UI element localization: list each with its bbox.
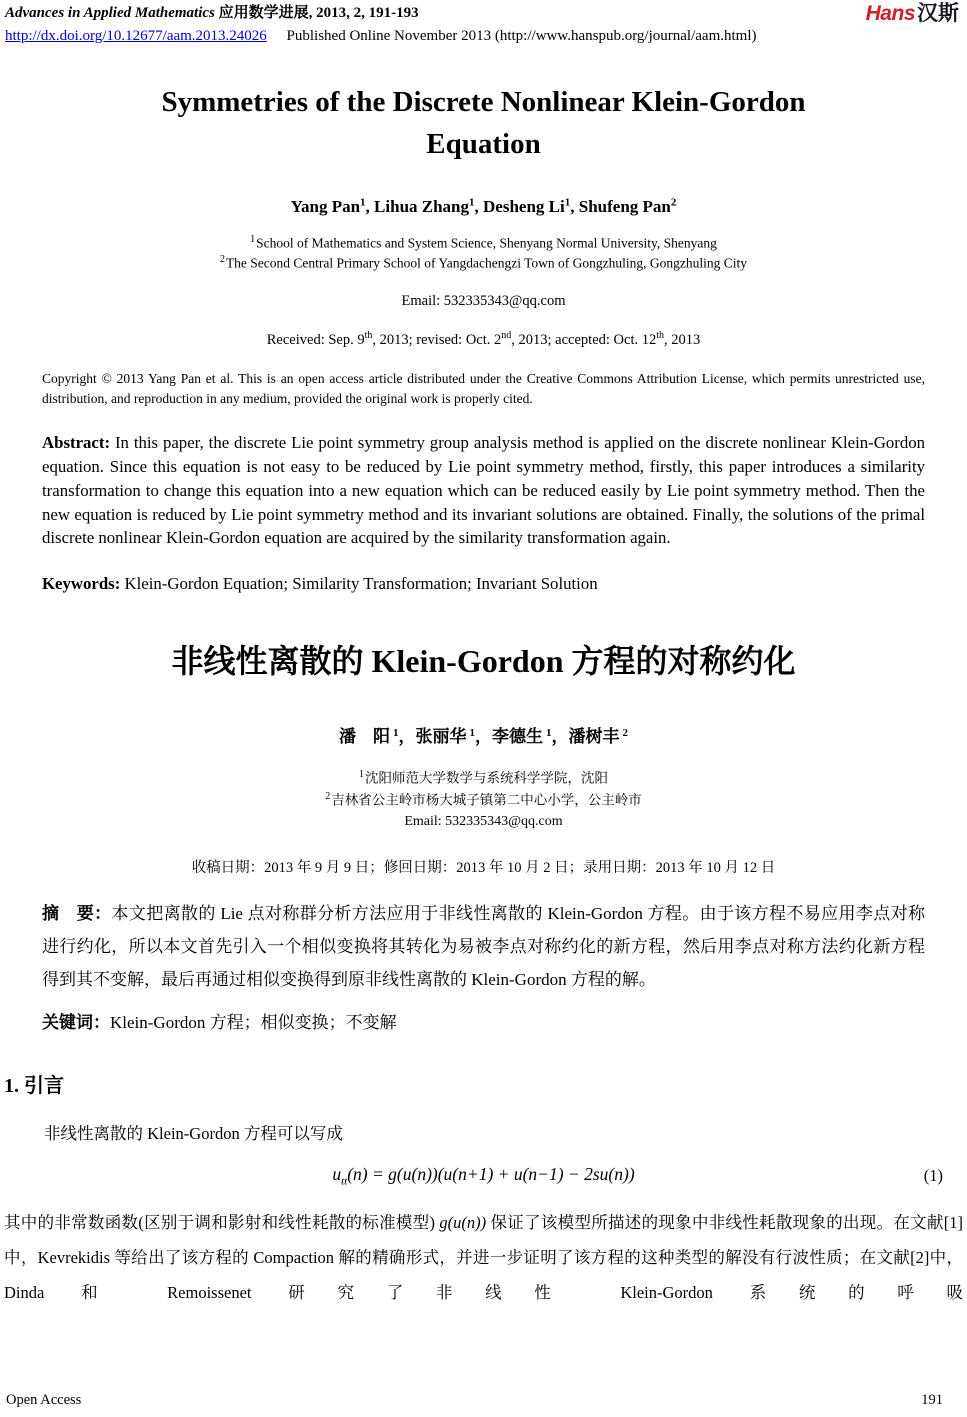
authors-en [0,197,967,218]
affiliation-en-2 [0,253,967,273]
author-en-separator: , [570,197,579,217]
section-1-body-paragraph [4,1206,963,1311]
author-en [579,197,677,216]
author-cn-affiliation-mark: 1 [393,726,399,739]
author-cn-separator: ， [551,727,569,747]
journal-header-top [5,4,959,24]
author-cn-separator: ， [398,727,416,747]
ordinal-suffix: th [656,329,664,341]
author-cn-name: 李德生 [492,727,543,747]
equation-1-number: (1) [923,1166,943,1186]
abstract-cn [42,897,925,996]
doi-link[interactable]: http://dx.doi.org/10.12677/aam.2013.24026 [5,28,267,44]
author-cn-name: 潘树丰 [568,727,620,747]
article-title-cn: 非线性离散的 Klein-Gordon 方程的对称约化 [171,643,796,680]
author-en-affiliation-mark: 1 [564,196,571,209]
author-cn-affiliation-mark: 1 [469,726,475,739]
author-cn-affiliation-mark: 1 [546,726,552,739]
ordinal-suffix: th [364,329,373,341]
received-text: Received: Sep. 9 [266,331,365,348]
keywords-cn-label: 关键词： [42,1013,110,1033]
author-en [291,197,374,216]
abstract-en [42,431,925,550]
affiliations-en [0,233,967,272]
author-cn-name: 潘 阳 [339,727,390,747]
open-access-label: Open Access [6,1392,82,1408]
body-text: 保证了该模型所描述的现象中非线性耗散现象的出现。在文献[1]中，Kevrekidis 等给出了该方程的 Compaction 解的精确形式，并进一步证明了该方程的这种类型的解没有行波性质；在文献[2]中，Dinda 和 Remoissenet 研究了非线性 Klein-Gordon 系统的呼吸 [4,1212,963,1302]
hans-publisher-logo [866,3,959,24]
author-cn [569,727,629,746]
received-text: , 2013; accepted: Oct. 12 [511,331,657,348]
journal-name-cn-issue: 应用数学进展, 2013, 2, 191-193 [218,5,419,21]
equation-rhs: (n) = g(u(n))(u(n+1) + u(n−1) − 2su(n)) [347,1164,635,1185]
copyright-notice: Copyright © 2013 Yang Pan et al. This is an open access article distributed under the Creative Commons Attribution License, which permits unrestricted use, distribution, and reproduction in any medium, provided the original work is properly cited. [42,370,925,406]
author-en-name: Lihua Zhang [374,197,470,217]
article-title-en-line2: Equation [426,127,541,160]
author-en-affiliation-mark: 1 [469,196,475,209]
affiliation-cn-1 [0,767,967,789]
affiliation-mark: 1 [359,769,364,781]
affiliations-cn [0,767,967,834]
inline-math: g(u(n)) [439,1212,487,1232]
section-1-intro-paragraph: 非线性离散的 Klein-Gordon 方程可以写成 [44,1124,343,1144]
received-text: , 2013 [664,331,701,348]
author-cn [339,727,416,746]
journal-header [0,0,967,47]
abstract-cn-text: 本文把离散的 Lie 点对称群分析方法应用于非线性离散的 Klein-Gordon 方程。由于该方程不易应用李点对称进行约化，所以本文首先引入一个相似变换将其转化为易被李点对称约化的新方程，然后用李点对称方法约化新方程得到其不变解，最后再通过相似变换得到原非线性离散的 Klein-Gordon 方程的解。 [42,903,925,990]
affiliation-text: School of Mathematics and System Science, Shenyang Normal University, Shenyang [256,235,717,251]
equation-1-row [4,1164,963,1188]
author-en [374,197,483,216]
author-cn-separator: ， [475,727,492,747]
equation-subscript: tt [341,1175,348,1188]
affiliation-text: The Second Central Primary School of Yangdachengzi Town of Gongzhuling, Gongzhuling City [225,255,748,271]
hans-logo-wordmark: Hans [865,2,915,25]
author-en-name: Desheng Li [483,197,565,217]
email-cn: Email: 532335343@qq.com [404,814,563,830]
abstract-text: In this paper, the discrete Lie point symmetry group analysis method is applied on the discrete nonlinear Klein-Gordon equation. Since this equation is not easy to be reduced by Lie point symmetry method, firstly, this paper introduces a similarity transformation to change this equation into a new equation which can be reduced easily by Lie point symmetry method. Then the new equation is reduced by Lie point symmetry method and its invariant solutions are obtained. Finally, the solutions of the primal discrete nonlinear Klein-Gordon equation are acquired by the similarity transformation again. [42,433,925,548]
affiliation-mark: 1 [250,234,256,246]
article-title-en-line1: Symmetries of the Discrete Nonlinear Klein-Gordon [161,85,806,118]
affiliation-mark: 2 [325,791,331,803]
equation-variable: u [332,1164,342,1185]
abstract-label: Abstract: [42,433,111,453]
author-cn-affiliation-mark: 2 [622,726,628,739]
article-title-en [0,81,967,165]
journal-header-line2 [5,27,959,47]
abstract-cn-label: 摘 要： [42,903,112,923]
email-en: Email: 532335343@qq.com [401,292,566,309]
affiliation-mark: 2 [219,253,225,265]
keywords-text: Klein-Gordon Equation; Similarity Transformation; Invariant Solution [120,574,598,594]
journal-name-en: Advances in Applied Mathematics [5,5,215,21]
author-cn-name: 张丽华 [415,727,467,747]
author-en-name: Shufeng Pan [578,197,671,217]
affiliation-cn-2 [0,789,967,811]
body-text: 其中的非常数函数(区别于调和影射和线性耗散的标准模型) [4,1212,440,1232]
author-en-affiliation-mark: 2 [670,196,677,209]
keywords-cn-text: Klein-Gordon 方程；相似变换；不变解 [110,1013,397,1033]
affiliation-en-1 [0,233,967,253]
author-en-separator: , [474,197,484,217]
affiliation-text: 沈阳师范大学数学与系统科学学院，沈阳 [365,770,608,786]
published-online-text: Published Online November 2013 (http://www.hanspub.org/journal/aam.html) [286,28,757,44]
affiliation-text: 吉林省公主岭市杨大城子镇第二中心小学，公主岭市 [331,792,642,808]
page-footer [6,1392,943,1409]
received-text: , 2013; revised: Oct. 2 [372,331,502,348]
section-1-heading: 1. 引言 [4,1075,64,1098]
author-cn [492,727,569,746]
keywords-label: Keywords: [42,574,121,594]
journal-title-line [5,4,419,24]
ordinal-suffix: nd [501,329,512,341]
authors-cn [0,722,967,747]
keywords-cn [42,1008,925,1033]
dates-cn: 收稿日期：2013 年 9 月 9 日；修回日期：2013 年 10 月 2 日；录用日期：2013 年 10 月 12 日 [191,859,776,876]
hans-logo-cn-text: 汉斯 [917,2,959,25]
author-en [483,197,579,216]
received-dates-en [0,330,967,349]
equation-1-math [332,1164,635,1188]
author-cn [416,727,493,746]
author-en-name: Yang Pan [290,197,361,217]
page-number: 191 [921,1392,943,1408]
keywords-en [42,574,925,594]
author-en-separator: , [365,197,375,217]
author-en-affiliation-mark: 1 [360,196,366,209]
